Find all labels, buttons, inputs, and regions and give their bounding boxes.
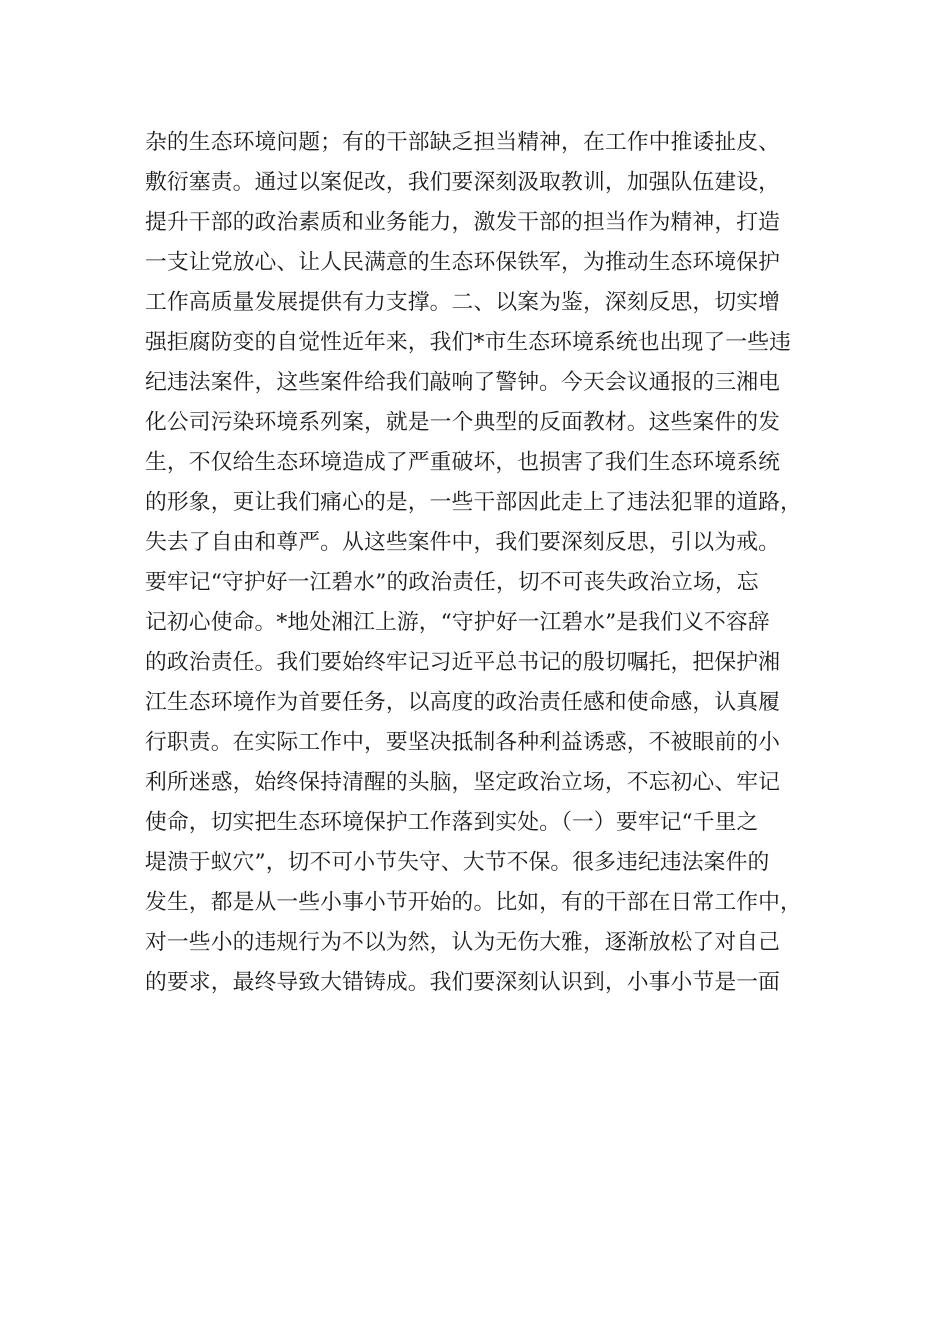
text-line: 的要求，最终导致大错铸成。我们要深刻认识到，小事小节是一面 [145, 970, 781, 995]
text-line: 对一些小的违规行为不以为然，认为无伤大雅，逐渐放松了对自己 [145, 930, 781, 955]
text-line: 利所迷惑，始终保持清醒的头脑，坚定政治立场，不忘初心、牢记 [145, 770, 781, 795]
text-line: 杂的生态环境问题；有的干部缺乏担当精神，在工作中推诿扯皮、 [145, 130, 781, 155]
text-line: 敷衍塞责。通过以案促改，我们要深刻汲取教训，加强队伍建设， [145, 170, 781, 195]
text-line: 强拒腐防变的自觉性近年来，我们*市生态环境系统也出现了一些违 [145, 330, 792, 355]
text-line: 要牢记“守护好一江碧水”的政治责任，切不可丧失政治立场，忘 [145, 570, 759, 595]
text-line: 纪违法案件，这些案件给我们敲响了警钟。今天会议通报的三湘电 [145, 370, 781, 395]
body-text [145, 131, 810, 1011]
text-line: 化公司污染环境系列案，就是一个典型的反面教材。这些案件的发 [145, 410, 781, 435]
text-line: 的政治责任。我们要始终牢记习近平总书记的殷切嘱托，把保护湘 [145, 650, 781, 675]
text-line: 行职责。在实际工作中，要坚决抵制各种利益诱惑，不被眼前的小 [145, 730, 781, 755]
text-line: 使命，切实把生态环境保护工作落到实处。（一）要牢记“千里之 [145, 810, 759, 835]
text-line: 的形象，更让我们痛心的是，一些干部因此走上了违法犯罪的道路， [145, 490, 802, 515]
text-line: 一支让党放心、让人民满意的生态环保铁军，为推动生态环境保护 [145, 250, 781, 275]
text-line: 发生，都是从一些小事小节开始的。比如，有的干部在日常工作中， [145, 890, 802, 915]
text-line: 生，不仅给生态环境造成了严重破坏，也损害了我们生态环境系统 [145, 450, 781, 475]
text-line: 失去了自由和尊严。从这些案件中，我们要深刻反思，引以为戒。 [145, 530, 781, 555]
text-line: 提升干部的政治素质和业务能力，激发干部的担当作为精神，打造 [145, 210, 781, 235]
text-line: 江生态环境作为首要任务，以高度的政治责任感和使命感，认真履 [145, 690, 781, 715]
text-line: 记初心使命。*地处湘江上游，“守护好一江碧水”是我们义不容辞 [145, 610, 770, 635]
text-line: 堤溃于蚁穴”，切不可小节失守、大节不保。很多违纪违法案件的 [145, 850, 770, 875]
text-line: 工作高质量发展提供有力支撑。二、以案为鉴，深刻反思，切实增 [145, 290, 781, 315]
